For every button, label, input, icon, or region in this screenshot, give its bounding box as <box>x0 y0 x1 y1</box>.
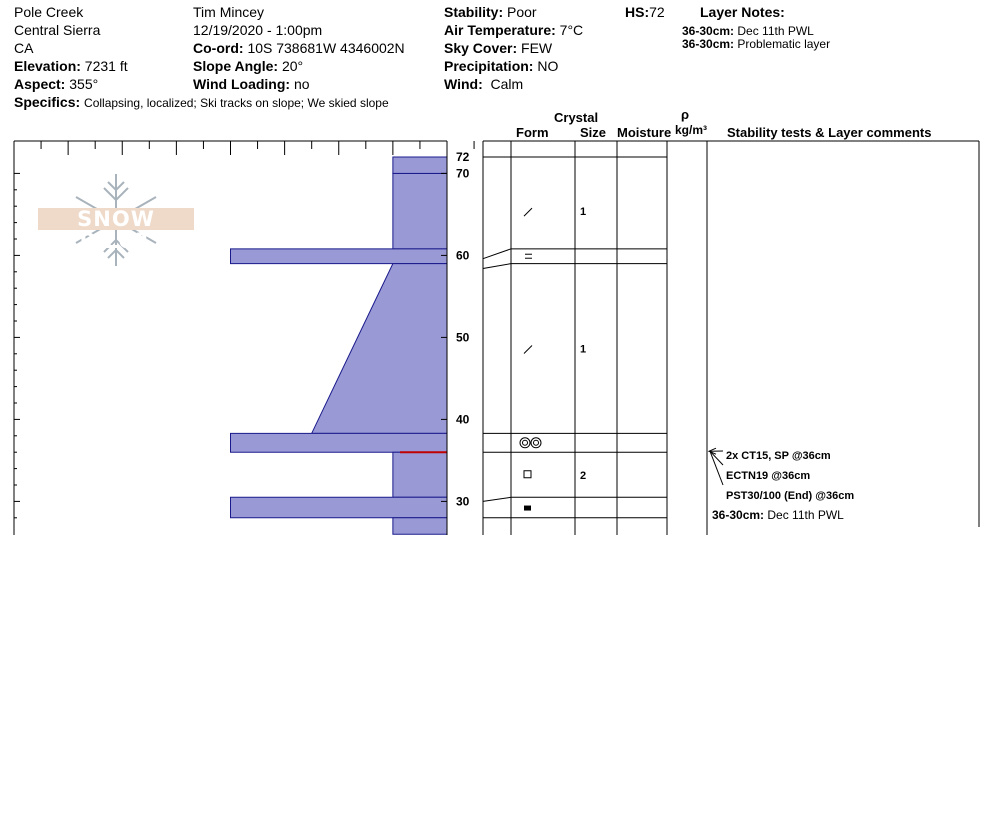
test-pointer <box>710 451 723 465</box>
observer: Tim Mincey <box>193 4 265 20</box>
form-header: Form <box>516 125 549 140</box>
stability-test: ECTN19 @36cm <box>726 470 811 482</box>
crystal-size: 2 <box>580 469 587 482</box>
layer-comment <box>712 508 844 522</box>
datetime: 12/19/2020 - 1:00pm <box>193 22 323 38</box>
hardness-layer <box>231 497 448 518</box>
density-unit-header: kg/m³ <box>675 123 708 137</box>
coord: Co-ord: 10S 738681W 4346002N <box>193 40 405 56</box>
stability-test: 2x CT15, SP @36cm <box>726 450 831 462</box>
hs: HS:72 <box>625 4 665 20</box>
hardness-layer <box>393 157 447 173</box>
state: CA <box>14 40 34 56</box>
crystal-form-icon <box>520 438 530 448</box>
layer-note: 36-30cm: Problematic layer <box>682 37 831 51</box>
height-tick-label: 70 <box>456 166 470 181</box>
air-temperature: Air Temperature: 7°C <box>444 22 584 38</box>
height-tick-label: 40 <box>456 412 470 427</box>
height-tick-label: 30 <box>456 494 470 509</box>
stability: Stability: Poor <box>444 4 537 20</box>
hardness-layer <box>393 173 447 248</box>
layer-comment-text: Dec 11th PWL <box>767 508 844 522</box>
test-pointer <box>710 451 723 485</box>
crystal-form-icon <box>524 506 531 511</box>
slope-angle: Slope Angle: 20° <box>193 58 304 74</box>
layer-note: 36-30cm: Dec 11th PWL <box>682 24 814 38</box>
stability-header: Stability tests & Layer comments <box>727 125 932 140</box>
range: Central Sierra <box>14 22 101 38</box>
wind: Wind: Calm <box>444 76 524 92</box>
hardness-layer <box>231 433 448 452</box>
height-tick-label: 60 <box>456 248 470 263</box>
layer-comment-range: 36-30cm: <box>712 508 768 522</box>
layer-connector <box>483 497 511 501</box>
crystal-form-icon <box>531 438 541 448</box>
specifics: Specifics: Collapsing, localized; Ski tracks on slope; We skied slope <box>14 94 389 110</box>
hardness-layer <box>312 264 447 434</box>
crystal-form-icon <box>523 440 528 445</box>
stability-test: PST30/100 (End) @36cm <box>726 490 855 502</box>
layer-notes-title: Layer Notes: <box>700 4 785 20</box>
hardness-layer <box>393 452 447 497</box>
sky-cover: Sky Cover: FEW <box>444 40 553 56</box>
height-tick-label: 50 <box>456 330 470 345</box>
hardness-layer <box>393 518 447 534</box>
size-header: Size <box>580 125 607 140</box>
logo-text: SNOW PILOT <box>38 208 194 230</box>
hardness-layer <box>231 249 448 264</box>
precipitation: Precipitation: NO <box>444 58 559 74</box>
aspect: Aspect: 355° <box>14 76 99 92</box>
moisture-header: Moisture <box>617 125 672 140</box>
wind-loading: Wind Loading: no <box>193 76 310 92</box>
height-tick-label: 72 <box>456 150 470 164</box>
layer-connector <box>483 249 511 259</box>
crystal-form-icon <box>524 345 532 353</box>
rho-header: ρ <box>681 107 690 122</box>
crystal-header: Crystal <box>554 110 599 125</box>
crystal-form-icon <box>524 208 532 216</box>
crystal-form-icon <box>524 471 531 478</box>
elevation: Elevation: 7231 ft <box>14 58 128 74</box>
crystal-size: 1 <box>580 206 587 219</box>
crystal-size: 1 <box>580 343 587 356</box>
layer-connector <box>483 264 511 269</box>
location: Pole Creek <box>14 4 84 20</box>
crystal-form-icon <box>534 440 539 445</box>
